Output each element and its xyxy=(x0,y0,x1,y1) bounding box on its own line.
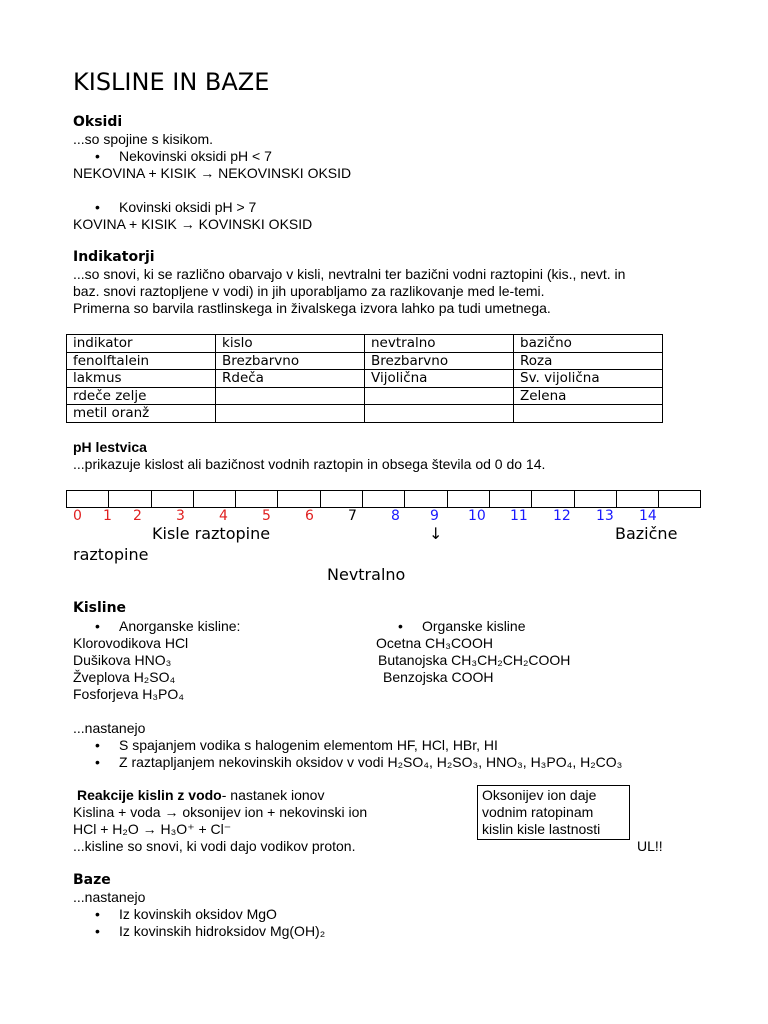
oksidi-intro: ...so spojine s kisikom. xyxy=(73,131,214,147)
kisline-bullet-organske: • Organske kisline xyxy=(422,618,526,635)
ph-scale-cell xyxy=(278,491,320,508)
ph-scale-cell xyxy=(616,491,658,508)
ph-base-label: Bazične xyxy=(615,524,678,543)
indikatorji-text-line: baz. snovi raztopljene v vodi) in jih uporabljamo za razlikovanje med le-temi. xyxy=(73,283,545,299)
indicator-table xyxy=(66,334,663,423)
reakcije-heading xyxy=(77,787,324,804)
ph-number: 12 xyxy=(553,508,571,524)
kisline-nastanejo: ...nastanejo xyxy=(73,720,146,736)
table-cell: Vijolična xyxy=(365,370,514,388)
list-item: Benzojska COOH xyxy=(383,669,494,685)
table-cell: lakmus xyxy=(67,370,216,388)
page-title: KISLINE IN BAZE xyxy=(73,68,270,96)
list-item: Dušikova HNO₃ xyxy=(73,652,172,668)
kisline-bullet-anorganske: • Anorganske kisline: xyxy=(119,618,240,635)
section-heading-baze: Baze xyxy=(73,872,111,888)
table-cell: Roza xyxy=(514,352,663,370)
ph-number: 9 xyxy=(430,508,439,524)
table-cell: indikator xyxy=(67,335,216,353)
ph-number: 4 xyxy=(219,508,228,524)
indikatorji-text-line: Primerna so barvila rastlinskega in živalskega izvora lahko pa tudi umetnega. xyxy=(73,300,551,316)
table-cell: Brezbarvno xyxy=(216,352,365,370)
down-arrow-icon: ↓ xyxy=(429,524,443,543)
table-row xyxy=(67,352,663,370)
list-item: Klorovodikova HCl xyxy=(73,635,189,651)
ph-neutral-label: Nevtralno xyxy=(327,565,406,584)
table-cell xyxy=(216,405,365,423)
baze-bullet-oksidi: • Iz kovinskih oksidov MgO xyxy=(119,906,277,923)
table-cell: fenolftalein xyxy=(67,352,216,370)
ph-scale-cell xyxy=(193,491,235,508)
table-cell: nevtralno xyxy=(365,335,514,353)
ph-number: 1 xyxy=(103,508,112,524)
list-item: Fosforjeva H₃PO₄ xyxy=(73,686,185,702)
table-row xyxy=(67,335,663,353)
table-cell: rdeče zelje xyxy=(67,387,216,405)
ph-number: 5 xyxy=(262,508,271,524)
section-heading-ph: pH lestvica xyxy=(73,439,147,455)
reakcije-equation-word: Kislina + voda → oksonijev ion + nekovinski ion xyxy=(73,804,368,820)
note-box: Oksonijev ion daje vodnim ratopinam kislin kisle lastnosti xyxy=(477,785,630,840)
section-heading-oksidi: Oksidi xyxy=(73,114,123,130)
reakcije-equation-formula: HCl + H₂O → H₃O⁺ + Cl⁻ xyxy=(73,821,232,837)
ph-description: ...prikazuje kislost ali bazičnost vodnih raztopin in obsega števila od 0 do 14. xyxy=(73,456,546,472)
indikatorji-text-line: ...so snovi, ki se različno obarvajo v kisli, nevtralni ter bazični vodni raztopini (kis., nevt. in xyxy=(73,266,626,282)
ph-scale-cell xyxy=(489,491,531,508)
kisline-bullet-halogeni: • S spajanjem vodika s halogenim elementom HF, HCl, HBr, HI xyxy=(119,737,498,754)
ph-scale-cell xyxy=(320,491,362,508)
ph-acid-label: Kisle raztopine xyxy=(152,524,271,543)
kisline-bullet-oksidi: • Z raztapljanjem nekovinskih oksidov v vodi H₂SO₄, H₂SO₃, HNO₃, H₃PO₄, H₂CO₃ xyxy=(119,754,622,771)
table-row xyxy=(67,387,663,405)
oksidi-bullet-nekovinski: • Nekovinski oksidi pH < 7 xyxy=(119,148,272,165)
ph-scale-cell xyxy=(67,491,109,508)
ph-number: 13 xyxy=(596,508,614,524)
table-cell: Zelena xyxy=(514,387,663,405)
table-cell: bazično xyxy=(514,335,663,353)
ph-scale-cell xyxy=(236,491,278,508)
list-item: Žveplova H₂SO₄ xyxy=(73,669,176,685)
ph-number: 2 xyxy=(133,508,142,524)
ph-number: 8 xyxy=(391,508,400,524)
ph-number: 0 xyxy=(73,508,82,524)
ph-scale-cell xyxy=(405,491,447,508)
oksidi-bullet-kovinski: • Kovinski oksidi pH > 7 xyxy=(119,199,256,216)
ph-scale-cell xyxy=(447,491,489,508)
table-row xyxy=(67,370,663,388)
table-row xyxy=(67,405,663,423)
oksidi-equation-kovina: KOVINA + KISIK → KOVINSKI OKSID xyxy=(73,216,313,232)
reakcije-heading-bold: Reakcije kislin z vodo xyxy=(77,787,222,803)
ph-scale-cell xyxy=(659,491,701,508)
ph-number: 7 xyxy=(348,508,357,524)
ph-number: 3 xyxy=(176,508,185,524)
oksidi-equation-nekovina: NEKOVINA + KISIK → NEKOVINSKI OKSID xyxy=(73,165,352,181)
note-ul-mark: UL!! xyxy=(637,838,663,854)
ph-scale-cell xyxy=(151,491,193,508)
ph-scale-cell xyxy=(532,491,574,508)
table-cell: Brezbarvno xyxy=(365,352,514,370)
ph-scale-cell xyxy=(574,491,616,508)
ph-scale-cell xyxy=(109,491,151,508)
ph-base-label-continued: raztopine xyxy=(73,545,149,564)
ph-number: 6 xyxy=(305,508,314,524)
table-cell: metil oranž xyxy=(67,405,216,423)
reakcije-heading-rest: - nastanek ionov xyxy=(221,787,325,803)
list-item: Butanojska CH₃CH₂CH₂COOH xyxy=(378,652,571,668)
table-cell xyxy=(216,387,365,405)
ph-number: 10 xyxy=(468,508,486,524)
ph-scale-bar xyxy=(66,490,701,508)
table-cell xyxy=(365,405,514,423)
ph-number: 11 xyxy=(510,508,528,524)
ph-scale-cell xyxy=(363,491,405,508)
table-cell: Rdeča xyxy=(216,370,365,388)
reakcije-description: ...kisline so snovi, ki vodi dajo vodikov proton. xyxy=(73,838,356,854)
table-cell xyxy=(514,405,663,423)
ph-number: 14 xyxy=(639,508,657,524)
section-heading-indikatorji: Indikatorji xyxy=(73,249,155,265)
list-item: Ocetna CH₃COOH xyxy=(376,635,493,651)
baze-nastanejo: ...nastanejo xyxy=(73,889,146,905)
baze-bullet-hidroksidi: • Iz kovinskih hidroksidov Mg(OH)₂ xyxy=(119,923,325,940)
table-cell: Sv. vijolična xyxy=(514,370,663,388)
table-cell: kislo xyxy=(216,335,365,353)
section-heading-kisline: Kisline xyxy=(73,600,127,616)
table-cell xyxy=(365,387,514,405)
